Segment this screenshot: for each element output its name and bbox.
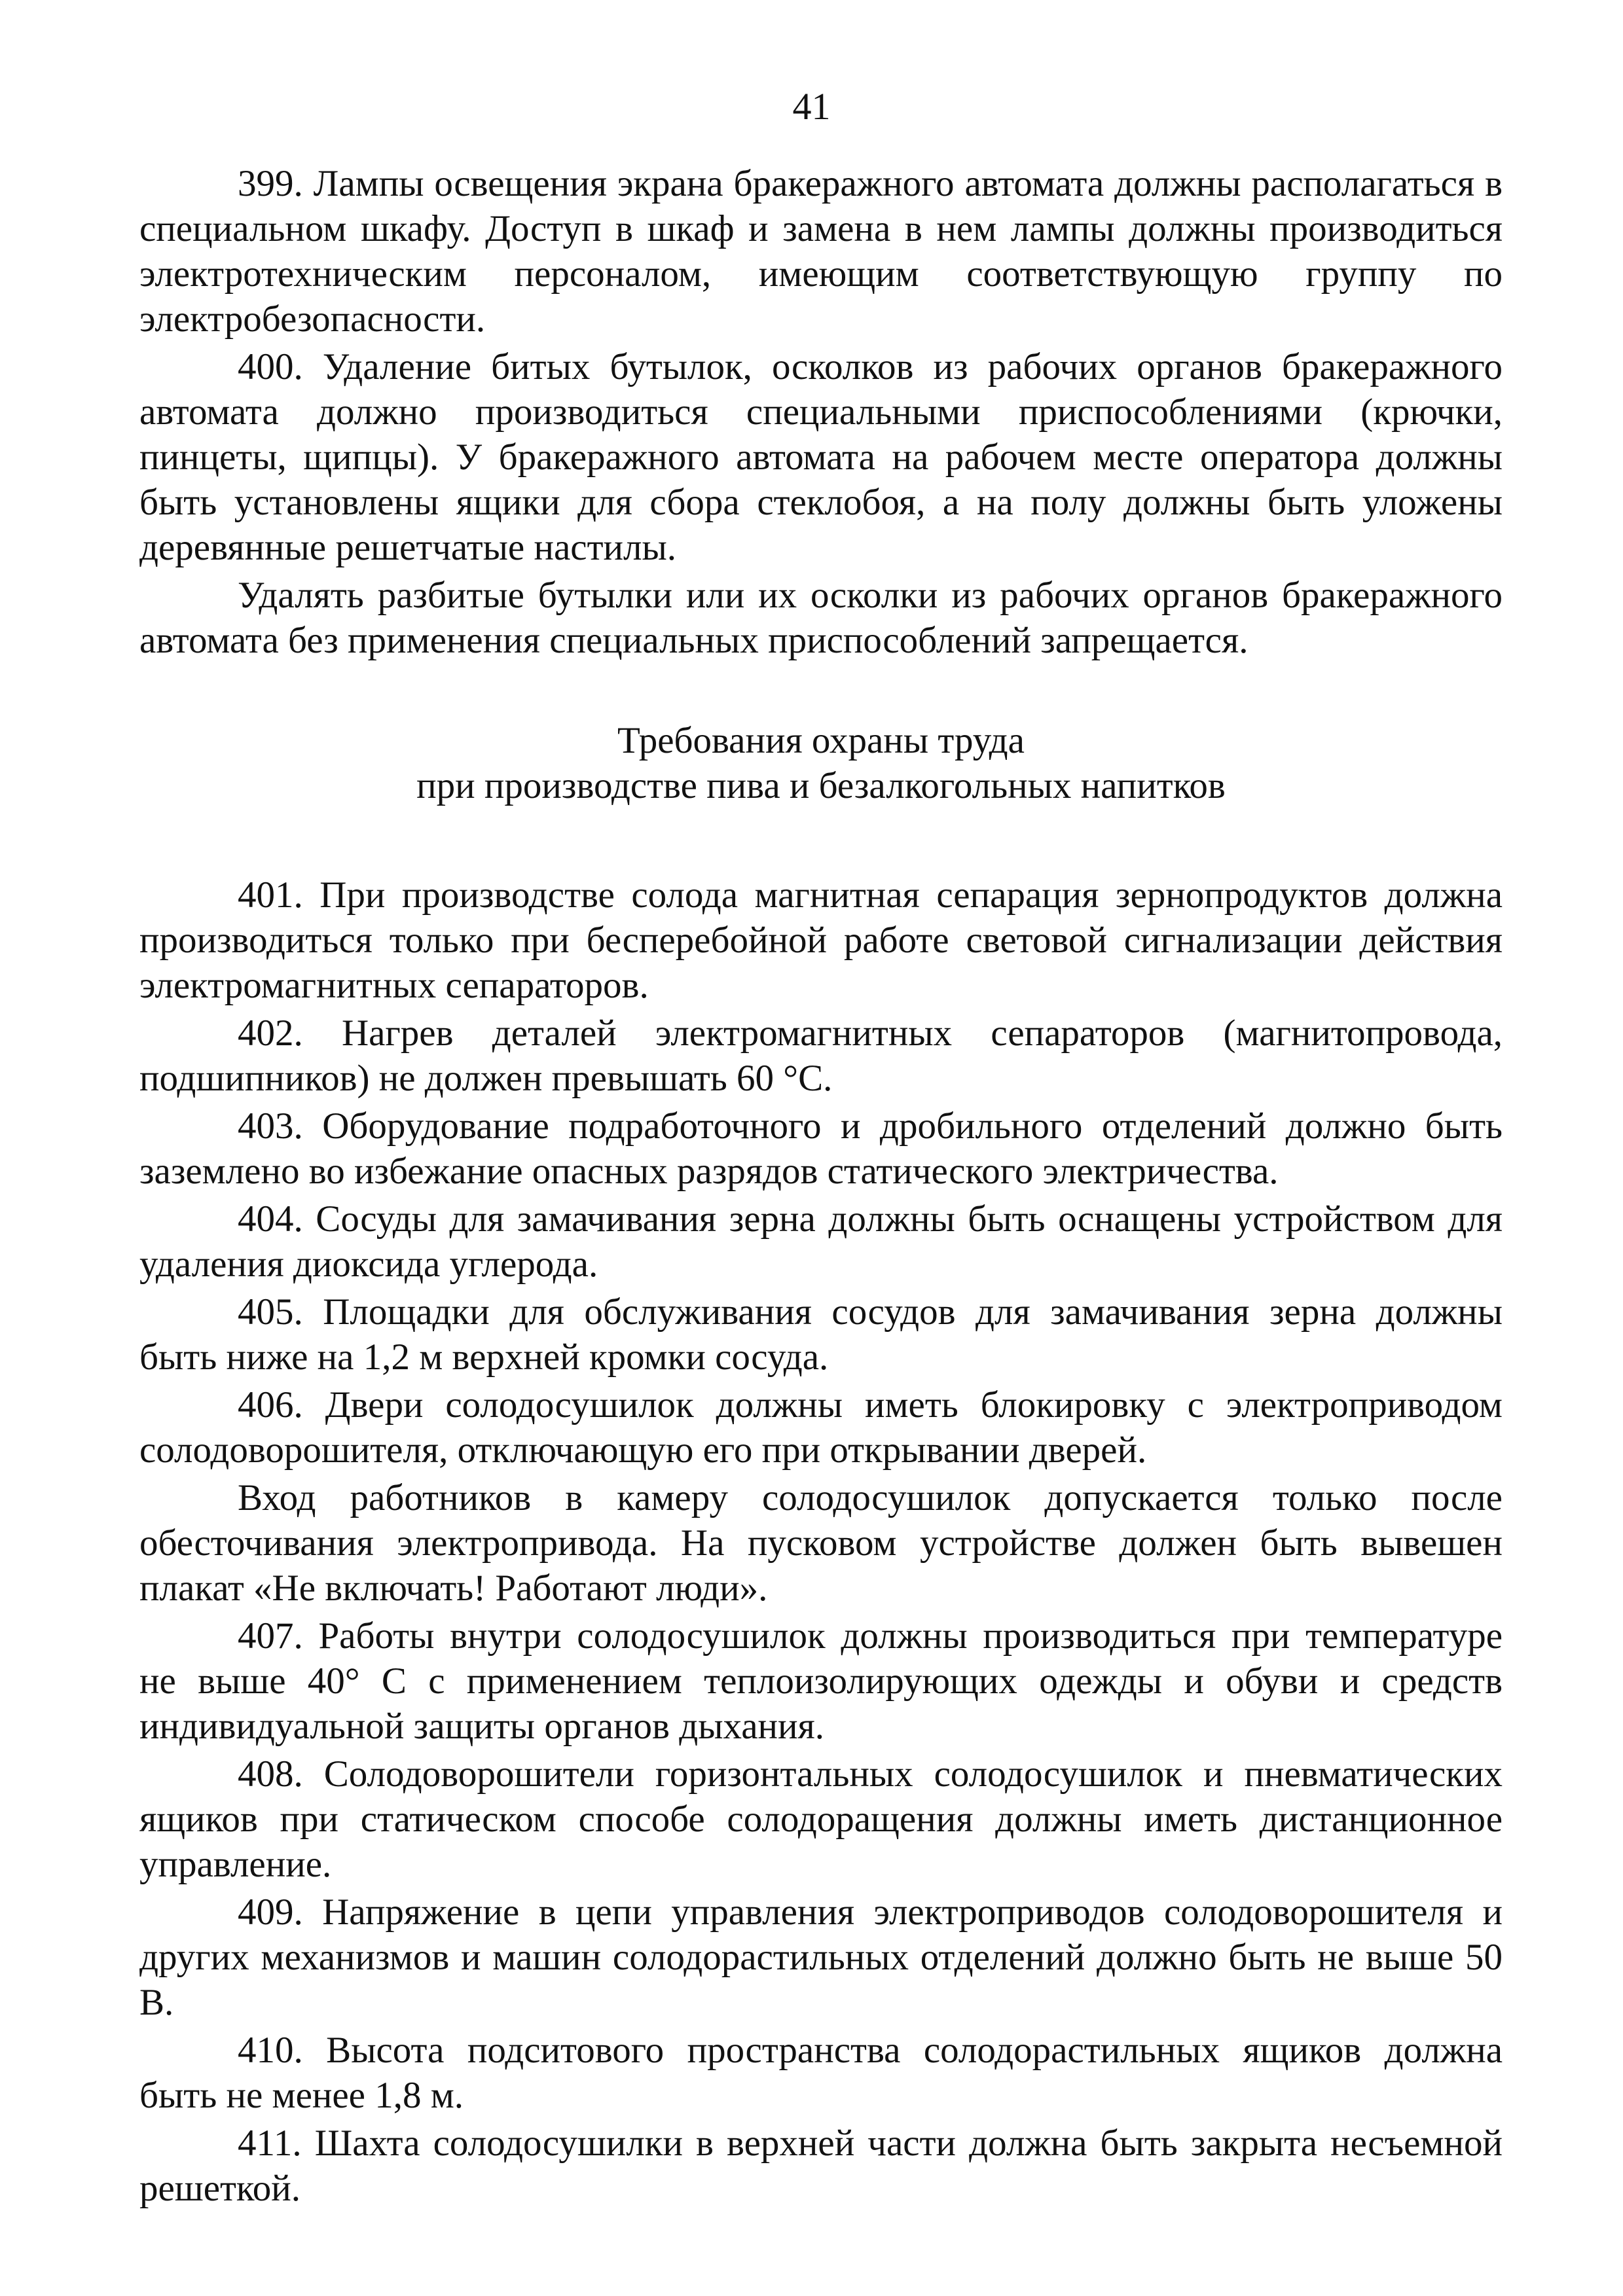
paragraph-406: 406. Двери солодосушилок должны иметь блокировку с электроприводом солодоворошителя, отключающую его при открывании дверей.: [139, 1384, 1503, 1471]
paragraph-408: 408. Солодоворошители горизонтальных солодосушилок и пневматических ящиков при статическом способе солодоращения должны иметь дистанционное управление.: [139, 1753, 1503, 1885]
paragraph-403: 403. Оборудование подработочного и дробильного отделений должно быть заземлено во избежание опасных разрядов статического электричества.: [139, 1105, 1503, 1192]
paragraph-405: 405. Площадки для обслуживания сосудов для замачивания зерна должны быть ниже на 1,2 м верхней кромки сосуда.: [139, 1291, 1503, 1378]
paragraph-401: 401. При производстве солода магнитная сепарация зернопродуктов должна производиться только при бесперебойной работе световой сигнализации действия электромагнитных сепараторов.: [139, 874, 1503, 1006]
paragraph-402: 402. Нагрев деталей электромагнитных сепараторов (магнитопровода, подшипников) не должен превышать 60 °С.: [139, 1013, 1503, 1099]
page-number: 41: [792, 85, 831, 128]
paragraph-411: 411. Шахта солодосушилки в верхней части должна быть закрыта несъемной решеткой.: [139, 2123, 1503, 2209]
paragraph-407: 407. Работы внутри солодосушилок должны производиться при температуре не выше 40° С с применением теплоизолирующих одежды и обуви и средств индивидуальной защиты органов дыхания.: [139, 1615, 1503, 1747]
paragraph-399: 399. Лампы освещения экрана бракеражного автомата должны располагаться в специальном шкафу. Доступ в шкаф и замена в нем лампы должны производиться электротехническим персоналом, имеющим соответствующую группу по электробезопасности.: [139, 163, 1503, 340]
section-heading-line-2: при производстве пива и безалкогольных напитков: [416, 765, 1226, 806]
paragraph-409: 409. Напряжение в цепи управления электроприводов солодоворошителя и других механизмов и машин солодорастильных отделений должно быть не выше 50 В.: [139, 1892, 1503, 2023]
paragraph-400-continuation: Удалять разбитые бутылки или их осколки из рабочих органов бракеражного автомата без применения специальных приспособлений запрещается.: [139, 575, 1503, 661]
paragraph-410: 410. Высота подситового пространства солодорастильных ящиков должна быть не менее 1,8 м.: [139, 2030, 1503, 2116]
paragraph-400: 400. Удаление битых бутылок, осколков из рабочих органов бракеражного автомата должно производиться специальными приспособлениями (крючки, пинцеты, щипцы). У бракеражного автомата на рабочем месте оператора должны быть установлены ящики для сбора стеклобоя, а на полу должны быть уложены деревянные решетчатые настилы.: [139, 346, 1503, 568]
paragraph-406-continuation: Вход работников в камеру солодосушилок допускается только после обесточивания электропривода. На пусковом устройстве должен быть вывешен плакат «Не включать! Работают люди».: [139, 1477, 1503, 1609]
section-heading-line-1: Требования охраны труда: [617, 720, 1025, 761]
section-heading: [139, 718, 1503, 808]
document-body: [139, 161, 1503, 2214]
paragraph-404: 404. Сосуды для замачивания зерна должны быть оснащены устройством для удаления диоксида углерода.: [139, 1198, 1503, 1285]
